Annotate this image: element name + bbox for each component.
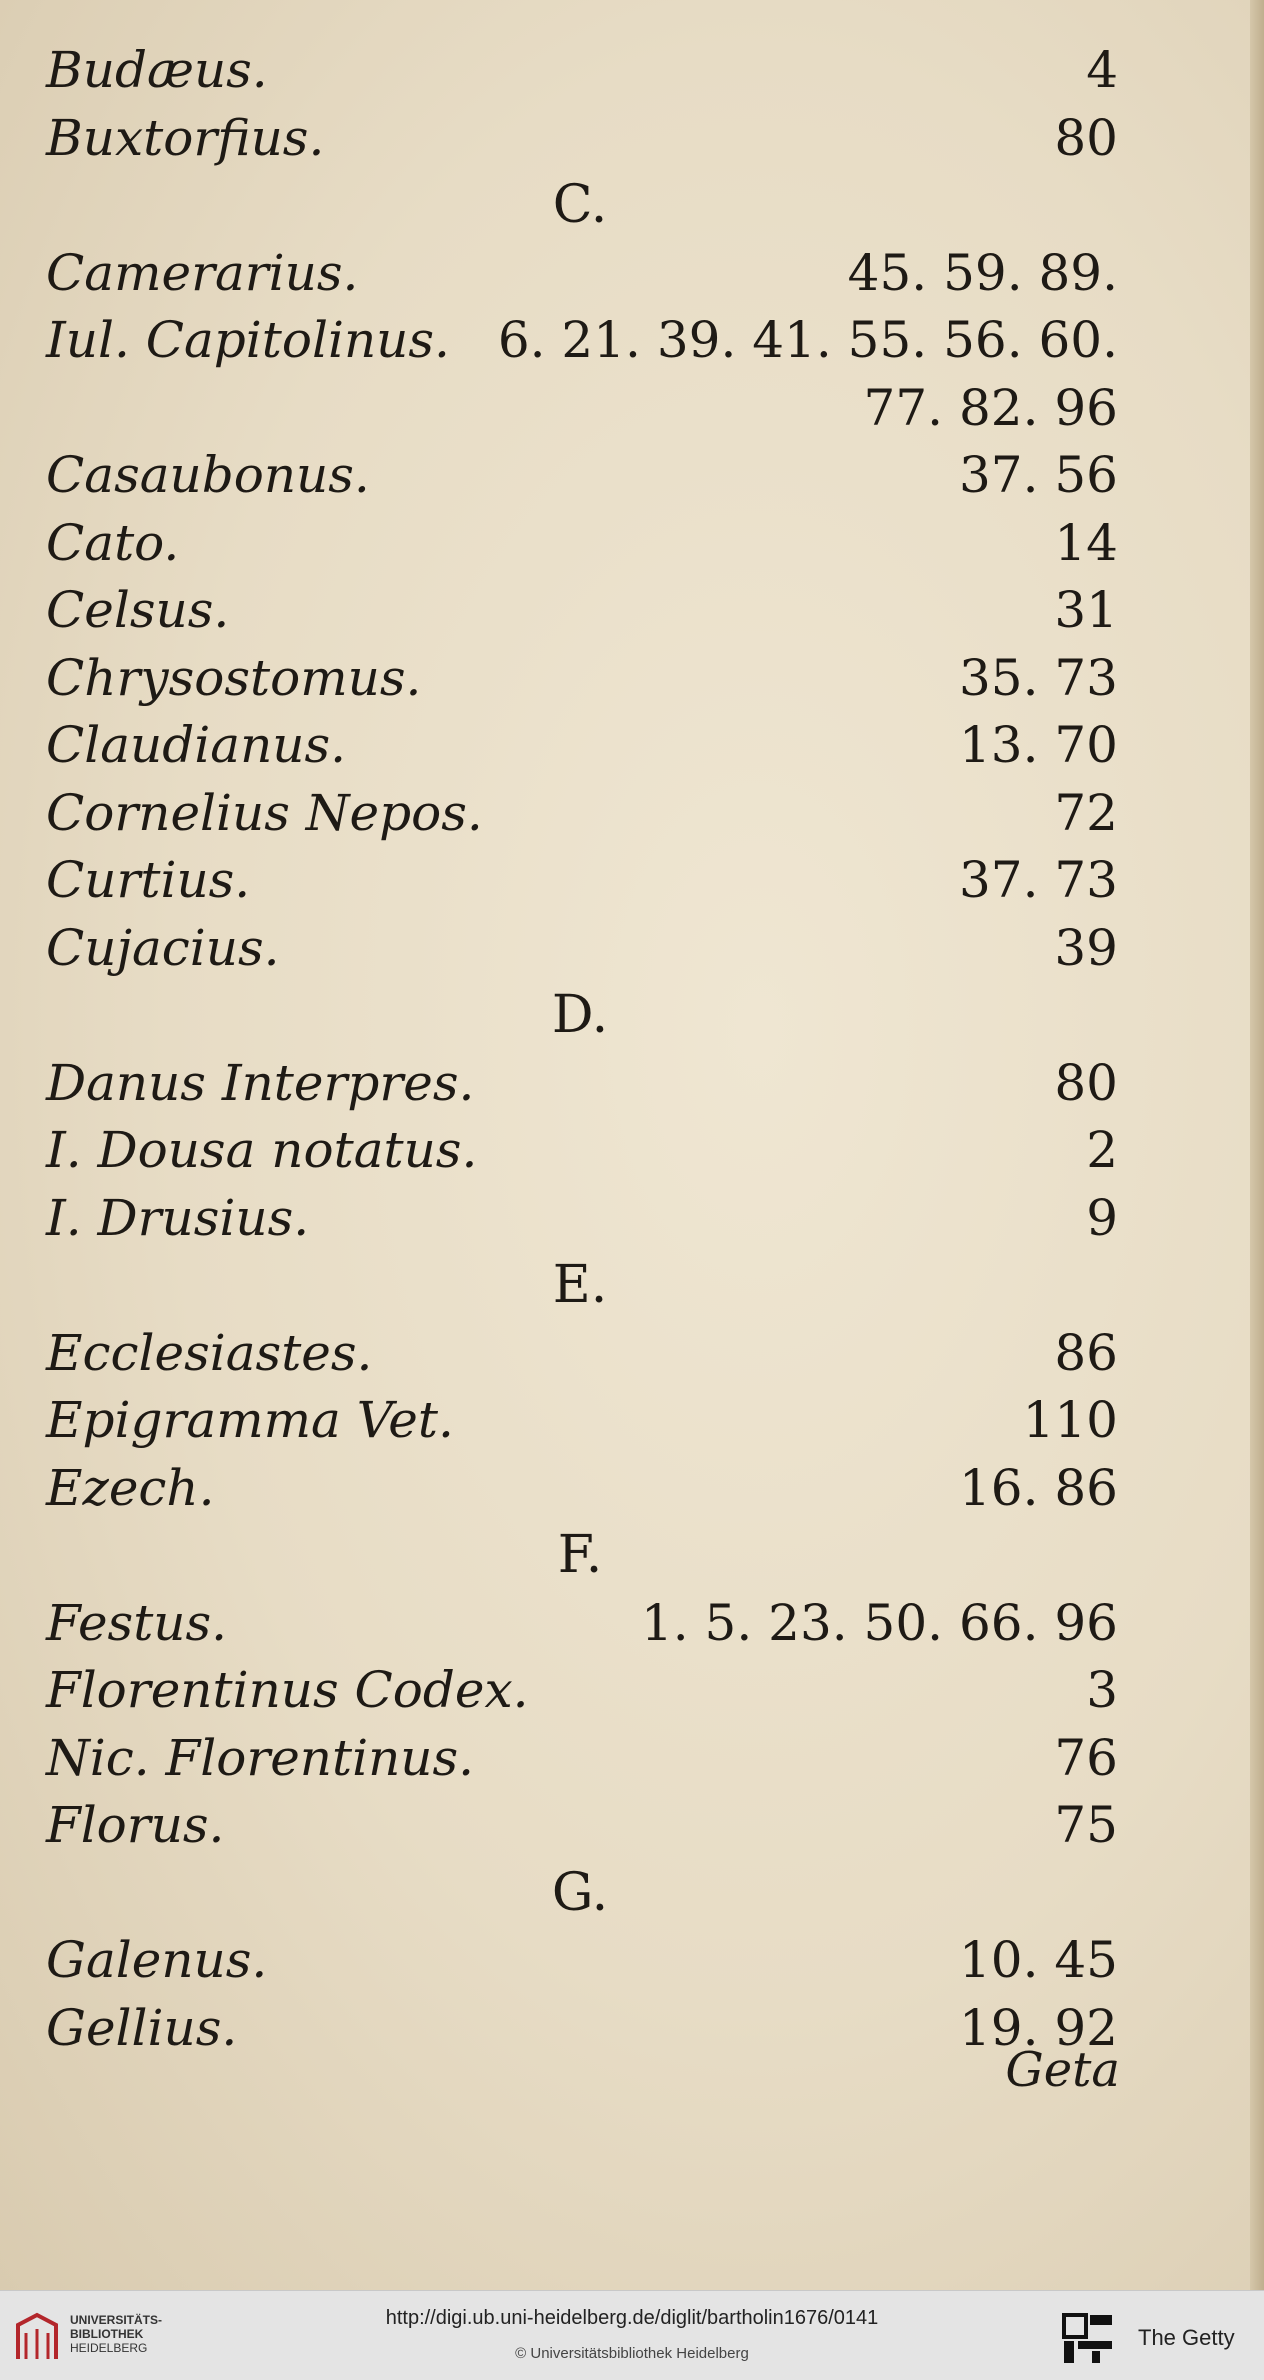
index-entry bbox=[0, 243, 1264, 303]
source-url-link[interactable]: http://digi.ub.uni-heidelberg.de/diglit/bartholin1676/0141 bbox=[385, 2307, 879, 2329]
entry-name: Cujacius. bbox=[46, 919, 280, 977]
entry-name: Ecclesiastes. bbox=[46, 1324, 373, 1382]
logo-line-3: HEIDELBERG bbox=[70, 2341, 148, 2355]
entry-name: Iul. Capitolinus. bbox=[46, 311, 450, 369]
entry-name: Ezech. bbox=[46, 1459, 215, 1517]
entry-page-refs: 110 bbox=[1022, 1391, 1118, 1449]
entry-page-refs: 1. 5. 23. 50. 66. 96 bbox=[640, 1594, 1118, 1652]
index-entry bbox=[0, 1323, 1264, 1383]
index-entry bbox=[0, 378, 1264, 438]
logo-line-1: UNIVERSITÄTS- bbox=[70, 2313, 163, 2327]
partner-name: The Getty bbox=[1138, 2325, 1235, 2350]
entry-name: Danus Interpres. bbox=[46, 1054, 475, 1112]
entry-page-refs: 37. 56 bbox=[958, 446, 1118, 504]
index-entry bbox=[0, 513, 1264, 573]
section-letter: G. bbox=[551, 1863, 609, 1923]
entry-page-refs: 35. 73 bbox=[958, 649, 1118, 707]
index-entry bbox=[0, 1660, 1264, 1720]
entry-page-refs: 9 bbox=[1086, 1189, 1118, 1247]
section-letter: D. bbox=[551, 985, 609, 1045]
entry-page-refs: 6. 21. 39. 41. 55. 56. 60. bbox=[497, 311, 1118, 369]
entry-name: Celsus. bbox=[46, 581, 230, 639]
entry-page-refs: 80 bbox=[1054, 1054, 1118, 1112]
section-letter: F. bbox=[557, 1525, 603, 1585]
index-entry bbox=[0, 715, 1264, 775]
entry-page-refs: 86 bbox=[1054, 1324, 1118, 1382]
index-entry bbox=[0, 1795, 1264, 1855]
entry-page-refs: 77. 82. 96 bbox=[863, 379, 1118, 437]
index-entry bbox=[0, 850, 1264, 910]
index-entry bbox=[0, 445, 1264, 505]
entry-name: Florus. bbox=[46, 1796, 225, 1854]
entry-name: Curtius. bbox=[46, 851, 251, 909]
entry-name: Florentinus Codex. bbox=[46, 1661, 529, 1719]
index-entry bbox=[0, 918, 1264, 978]
entry-name: Gellius. bbox=[46, 1999, 238, 2057]
index-entry bbox=[0, 40, 1264, 100]
entry-page-refs: 75 bbox=[1054, 1796, 1118, 1854]
entry-page-refs: 4 bbox=[1086, 41, 1118, 99]
entry-name: Chrysostomus. bbox=[46, 649, 422, 707]
entry-name: Epigramma Vet. bbox=[46, 1391, 454, 1449]
entry-name: Claudianus. bbox=[46, 716, 347, 774]
entry-page-refs: 37. 73 bbox=[958, 851, 1118, 909]
copyright-notice: © Universitätsbibliothek Heidelberg bbox=[515, 2345, 749, 2362]
index-entry bbox=[0, 1593, 1264, 1653]
entry-page-refs: 76 bbox=[1054, 1729, 1118, 1787]
index-entry bbox=[0, 1728, 1264, 1788]
entry-name: Casaubonus. bbox=[46, 446, 370, 504]
entry-name: I. Dousa notatus. bbox=[46, 1121, 478, 1179]
index-entry bbox=[0, 1120, 1264, 1180]
index-entry bbox=[0, 580, 1264, 640]
index-entry bbox=[0, 648, 1264, 708]
index-entry bbox=[0, 1053, 1264, 1113]
entry-page-refs: 45. 59. 89. bbox=[847, 244, 1118, 302]
viewer-footer bbox=[0, 2290, 1264, 2380]
catchword: Geta bbox=[1005, 2042, 1120, 2098]
entry-name: Camerarius. bbox=[46, 244, 359, 302]
entry-page-refs: 80 bbox=[1054, 109, 1118, 167]
entry-page-refs: 2 bbox=[1086, 1121, 1118, 1179]
index-entry bbox=[0, 1188, 1264, 1248]
entry-page-refs: 72 bbox=[1054, 784, 1118, 842]
section-letter: C. bbox=[552, 175, 608, 235]
index-entry bbox=[0, 1458, 1264, 1518]
getty-logo-icon bbox=[1062, 2313, 1114, 2365]
section-letter: E. bbox=[552, 1255, 608, 1315]
entry-page-refs: 31 bbox=[1054, 581, 1118, 639]
index-entry bbox=[0, 310, 1264, 370]
entry-page-refs: 10. 45 bbox=[958, 1931, 1118, 1989]
logo-line-2: BIBLIOTHEK bbox=[70, 2327, 144, 2341]
entry-name: Galenus. bbox=[46, 1931, 268, 1989]
entry-name: Budæus. bbox=[46, 41, 268, 99]
entry-name: Nic. Florentinus. bbox=[46, 1729, 475, 1787]
entry-name: Cato. bbox=[46, 514, 180, 572]
entry-page-refs: 19. 92 bbox=[958, 1999, 1118, 2057]
entry-name: Buxtorfius. bbox=[46, 109, 325, 167]
index-entry bbox=[0, 1390, 1264, 1450]
entry-page-refs: 14 bbox=[1054, 514, 1118, 572]
entry-name: Festus. bbox=[46, 1594, 228, 1652]
entry-name: Cornelius Nepos. bbox=[46, 784, 483, 842]
entry-page-refs: 39 bbox=[1054, 919, 1118, 977]
index-entry bbox=[0, 1930, 1264, 1990]
index-entry bbox=[0, 108, 1264, 168]
index-entry bbox=[0, 783, 1264, 843]
entry-page-refs: 16. 86 bbox=[958, 1459, 1118, 1517]
entry-name: I. Drusius. bbox=[46, 1189, 310, 1247]
entry-page-refs: 3 bbox=[1086, 1661, 1118, 1719]
entry-page-refs: 13. 70 bbox=[958, 716, 1118, 774]
